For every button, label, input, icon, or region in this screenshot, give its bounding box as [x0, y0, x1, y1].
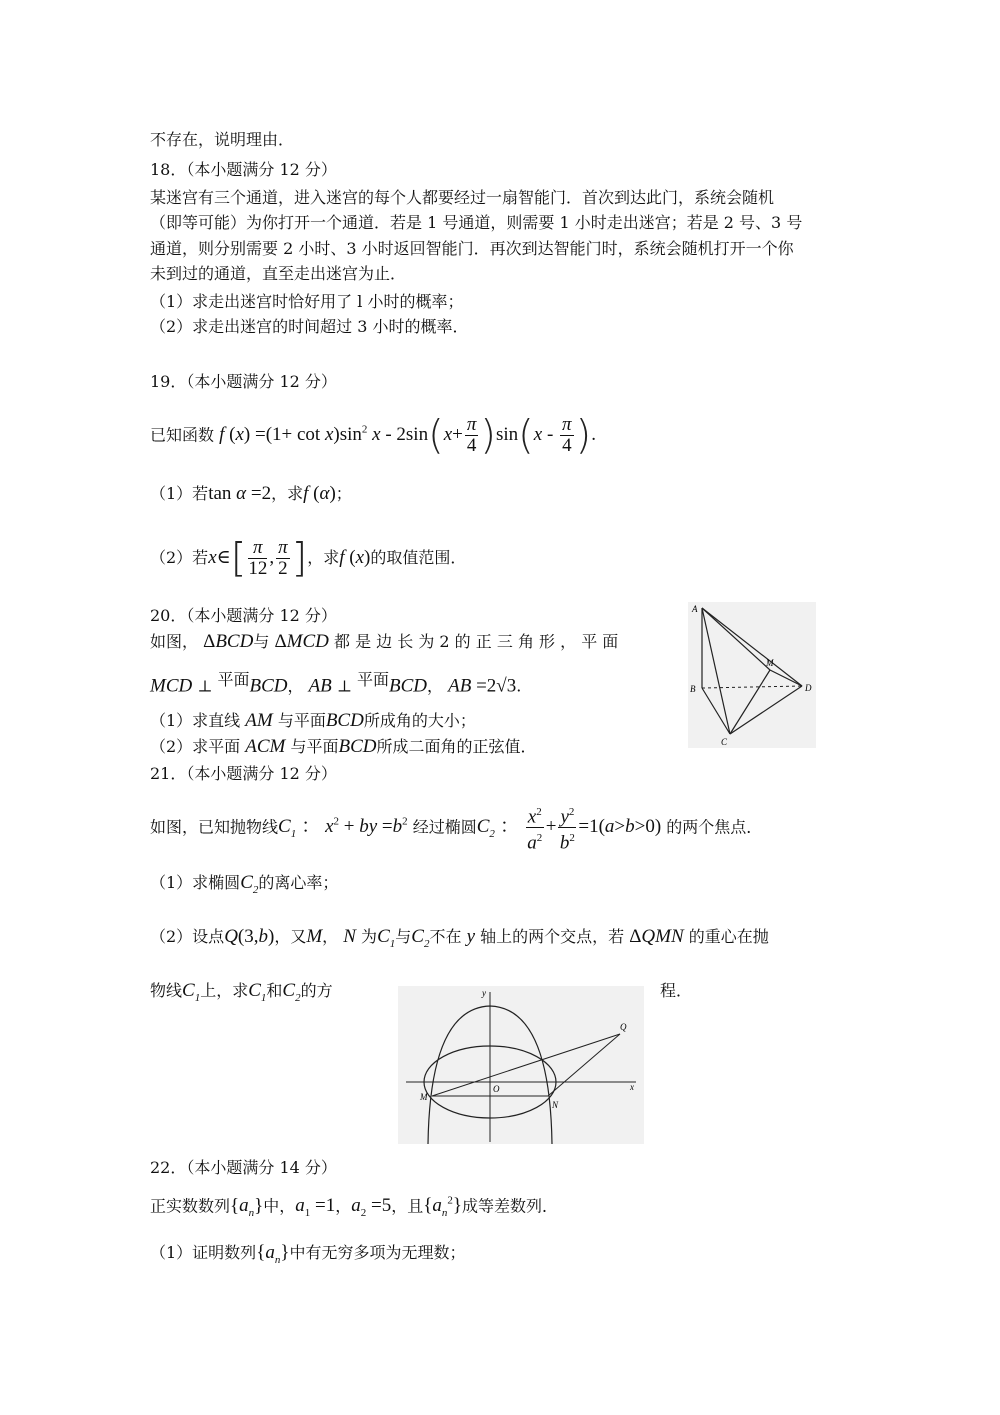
q20-mcd-perp: MCD [150, 675, 193, 697]
q20-bcd-4: BCD [338, 736, 377, 757]
q22-a2: $a_2 =5$ [351, 1195, 392, 1220]
q19-intro: 已知函数 [150, 425, 215, 445]
q20-part-1-b: 与平面 [277, 711, 326, 730]
q21-ellipse-parabola-figure [398, 986, 644, 1144]
q21-part-2-f: 轴上的两个交点，若 [480, 927, 625, 946]
q22-seq-an: $\{a_n\}$ [230, 1195, 264, 1220]
q21-line-1-c: 的两个焦点． [666, 817, 763, 837]
q20-bcd-3: BCD [325, 710, 364, 731]
q20-acm: ACM [245, 736, 286, 757]
q21-last-a: 物线 [150, 981, 183, 1000]
q21-part-2-g: 的重心在抛 [688, 927, 769, 946]
q20-plane-2: 平面 [357, 670, 390, 689]
q19-function-line [150, 408, 596, 458]
q22-line-1-b: 中， [263, 1196, 296, 1216]
q21-ellipse: ： $\frac{x^2}{a^2}$ + $\frac{y^2}{b^2}$ =1(a>b>0) [500, 816, 661, 837]
q21-c2-b: $C_2$ [240, 872, 259, 896]
q21-c1-d: $C_1$ [248, 980, 267, 1004]
q21-label-m: M [420, 1092, 428, 1102]
q18-line-4: 未到过的通道，直至走出迷宫为止． [150, 264, 407, 283]
q22-part-1-a: （1）证明数列 [150, 1243, 257, 1262]
q21-m: M [306, 926, 323, 947]
q20-line-1-b: 与 [253, 632, 270, 651]
q19-part-1-prefix: （1）若 [150, 484, 209, 503]
q21-last-b: 上，求 [200, 981, 249, 1000]
q19-tan-formula: tan α =2 [208, 483, 272, 504]
q20-part-1 [150, 708, 476, 734]
q20-tetrahedron-figure [688, 602, 816, 748]
q22-seq-an-b: $\{a_n\}$ [256, 1242, 290, 1266]
q20-bcd-2: BCD [389, 675, 428, 697]
q20-triangle-mcd: ΔMCD [274, 631, 329, 652]
q22-line-1-a: 正实数数列 [150, 1196, 231, 1216]
q21-c2-a: $C_2$ [476, 816, 495, 841]
q22-part-1 [150, 1238, 465, 1275]
q19-part-2 [150, 536, 466, 581]
q21-c1-c: $C_1$ [182, 980, 201, 1004]
q18-part-1: （1）求走出迷宫时恰好用了 l 小时的概率； [150, 292, 464, 311]
q20-part-2-b: 与平面 [290, 737, 339, 756]
q21-point-q: Q(3,b) [224, 926, 275, 947]
q21-part-2: （2）设点Q(3,b)，又M， N 为$C_1$与$C_2$不在 y 轴上的两个交点，若 ΔQMN 的重心在抛 [150, 926, 769, 950]
q20-line-1 [150, 628, 618, 656]
q20-label-a: A [692, 604, 698, 614]
q20-ab-perp: AB [308, 675, 332, 697]
q21-c2-c: $C_2$ [411, 926, 430, 950]
q18-line-1: 某迷宫有三个通道，进入迷宫的每个人都要经过一扇智能门．首次到达此门，系统会随机 [150, 188, 775, 207]
q21-n: N [343, 926, 356, 947]
q21-last-line-end: 程． [660, 981, 693, 1000]
q20-part-2-c: 所成二面角的正弦值． [376, 737, 537, 756]
q22-header: 22．（本小题满分 14 分） [150, 1158, 337, 1177]
q21-label-n: N [552, 1100, 559, 1110]
q22-a1: $a_1 =1$ [295, 1195, 336, 1220]
q20-line-2: MCD ⊥ $^{平面}$BCD， AB ⊥ $^{平面}$BCD， AB =2√3. [150, 670, 522, 697]
q21-triangle-qmn: ΔQMN [629, 926, 684, 947]
q21-last-c: 和 [266, 981, 283, 1000]
q21-label-y: y [482, 988, 486, 998]
q20-part-1-c: 所成角的大小； [363, 711, 476, 730]
q19-part-2-mid: ，求 [307, 548, 340, 567]
q19-part-1: （1）若tan α =2，求f (α)； [150, 483, 352, 504]
q19-formula: f $(x) =(1+ \cot x)\sin^2$ x - 2sin(x+ $\frac{\pi}{4}$ )sin(x - $\frac{\pi}{4}$ ). [219, 412, 596, 459]
q20-header: 20．（本小题满分 12 分） [150, 606, 337, 625]
q22-line-1-e: 成等差数列． [462, 1196, 559, 1216]
q20-label-b: B [690, 684, 696, 694]
q21-label-o: O [493, 1084, 500, 1094]
q21-line-1-a: 如图，已知抛物线 [150, 817, 279, 837]
q18-part-2: （2）求走出迷宫的时间超过 3 小时的概率． [150, 317, 469, 336]
q20-plane-1: 平面 [217, 670, 250, 689]
q19-f-alpha: f (α) [303, 483, 336, 504]
q20-am: AM [245, 710, 273, 731]
q21-part-2-c: 为 [361, 927, 378, 946]
q21-parabola: ： $x^2$ + by $=b^2$ [301, 816, 408, 838]
q20-ab-length: AB =2√3 [448, 675, 517, 697]
q21-label-x: x [630, 1082, 634, 1092]
q21-last-line [150, 976, 333, 1013]
q22-line-1 [150, 1186, 558, 1228]
q22-part-1-b: 中有无穷多项为无理数； [289, 1243, 466, 1262]
q22-line-1-d: ，且 [391, 1196, 424, 1216]
q20-label-m: M [766, 658, 774, 668]
q19-fx: f (x) [339, 547, 371, 568]
q18-line-2: （即等可能）为你打开一个通道．若是 1 号通道，则需要 1 小时走出迷宫；若是 2 号、3 号 [150, 213, 803, 232]
q20-label-c: C [721, 737, 728, 747]
q21-part-1-b: 的离心率； [258, 873, 339, 892]
q19-part-2-prefix: （2）若 [150, 548, 209, 567]
q21-y-axis: y [466, 926, 475, 947]
q21-line-1-b: 经过椭圆 [412, 817, 477, 837]
q20-label-d: D [805, 683, 812, 693]
continuation-line: 不存在，说明理由． [150, 130, 295, 149]
q21-part-2-d: 与 [395, 927, 412, 946]
q22-seq-an-squared: $\{a_n^2\}$ [423, 1195, 462, 1220]
q20-part-2-a: （2）求平面 [150, 737, 241, 756]
q21-last-d: 的方 [300, 981, 333, 1000]
q20-bcd-1: BCD [249, 675, 288, 697]
q20-part-1-a: （1）求直线 [150, 711, 241, 730]
q21-part-1-a: （1）求椭圆 [150, 873, 241, 892]
q20-line-1-c: 都 是 边 长 为 2 的 正 三 角 形 ， 平 面 [333, 632, 619, 651]
q19-part-1-mid: ，求 [271, 484, 304, 503]
q21-c1-a: $C_1$ [278, 816, 297, 841]
q21-part-2-e: 不在 [429, 927, 462, 946]
q21-c2-d: $C_2$ [282, 980, 301, 1004]
q20-part-2 [150, 734, 537, 760]
q21-part-2-a: （2）设点 [150, 927, 225, 946]
q21-part-2-b: ，又 [274, 927, 307, 946]
q19-header: 19．（本小题满分 12 分） [150, 372, 337, 391]
q21-header: 21．（本小题满分 12 分） [150, 764, 337, 783]
q21-line-1 [150, 800, 762, 856]
q18-line-3: 通道，则分别需要 2 小时、3 小时返回智能门．再次到达智能门时，系统会随机打开一个你 [150, 239, 794, 258]
q20-line-1-a: 如图， [150, 632, 199, 651]
q21-label-q: Q [620, 1022, 627, 1032]
q18-header: 18．（本小题满分 12 分） [150, 160, 337, 179]
q21-part-1 [150, 868, 338, 905]
q22-line-1-c: ， [335, 1196, 352, 1216]
q21-c1-b: $C_1$ [377, 926, 396, 950]
q19-interval: x∈[ $\frac{\pi}{12}$ , $\frac{\pi}{2}$ ] [208, 535, 308, 582]
q20-triangle-bcd: ΔBCD [203, 631, 254, 652]
q19-part-2-suffix: 的取值范围． [370, 548, 467, 567]
